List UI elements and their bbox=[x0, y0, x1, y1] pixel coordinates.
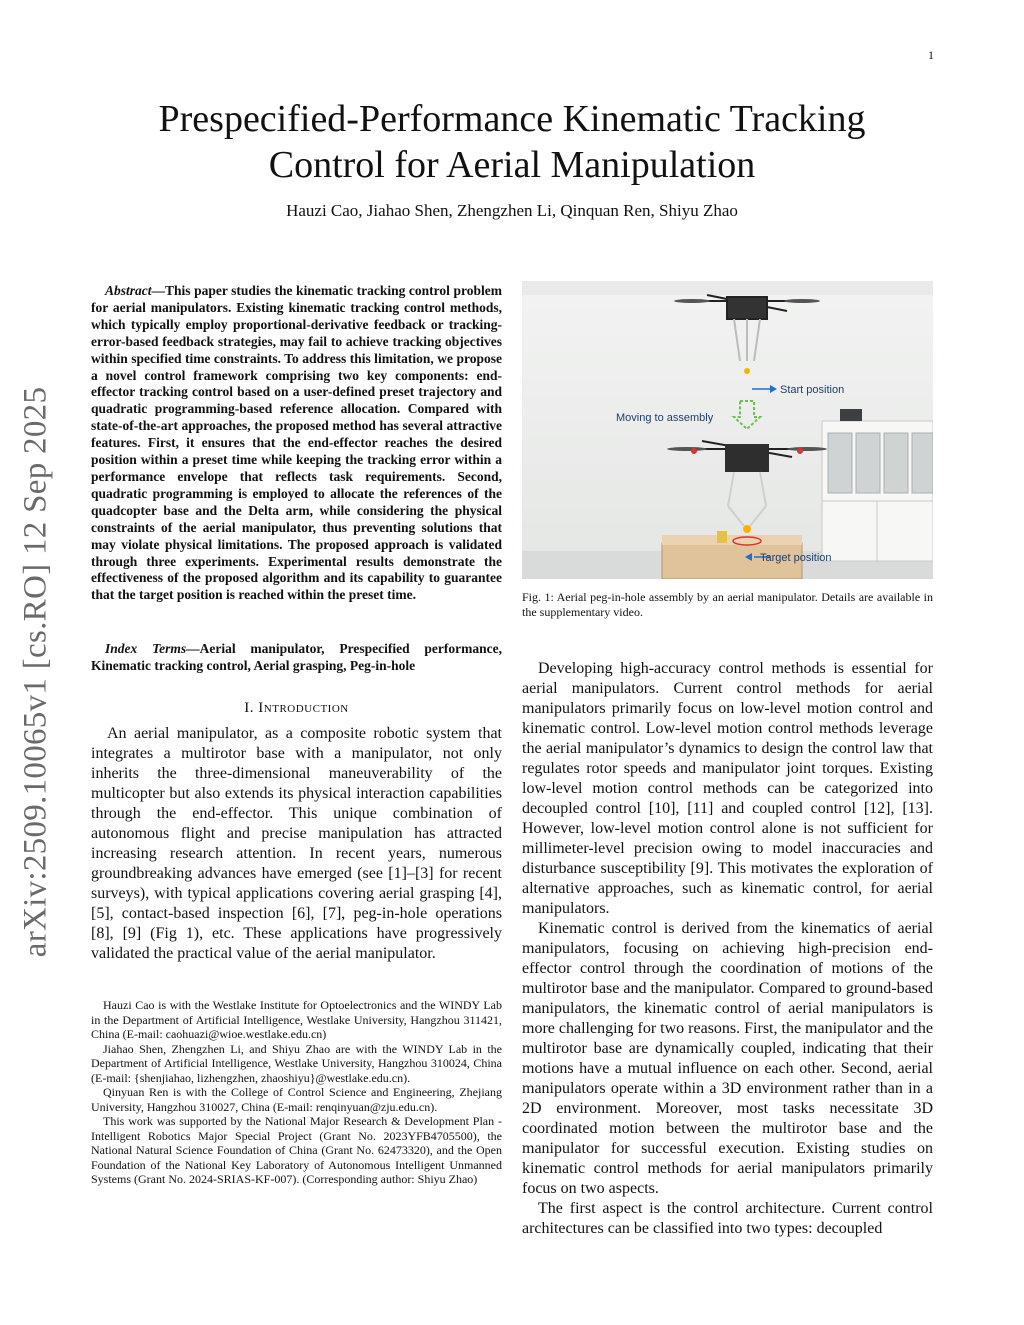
section-number: I. bbox=[244, 700, 255, 716]
figure-1-caption: Fig. 1: Aerial peg-in-hole assembly by an aerial manipulator. Details are available in the supplementary video. bbox=[522, 590, 933, 619]
section-heading-introduction bbox=[91, 700, 502, 717]
index-terms-text: —Aerial manipulator, Prespecified performance, Kinematic tracking control, Aerial grasping, Peg-in-hole bbox=[91, 641, 503, 673]
arxiv-sidebar bbox=[6, 372, 66, 972]
abstract-label: Abstract bbox=[105, 283, 152, 298]
ceiling bbox=[522, 281, 933, 295]
lab-cabinets bbox=[822, 409, 933, 561]
intro-paragraph: An aerial manipulator, as a composite robotic system that integrates a multirotor base with a manipulator, not only inherits the three-dimensional maneuverability of the multicopter but also extends its physical interaction capabilities through the end-effector. This unique combination of autonomous flight and precise manipulation has attracted increasing research attention. In recent years, numerous groundbreaking advances have emerged (see [1]–[3] for recent surveys), with typical applications covering aerial grasping [4], [5], contact-based inspection [6], [7], peg-in-hole operations [8], [9] (Fig 1), etc. These applications have progressively validated the practical value of the aerial manipulator. bbox=[91, 725, 502, 962]
label-moving: Moving to assembly bbox=[616, 412, 714, 424]
arxiv-identifier: arXiv:2509.10065v1 [cs.RO] 12 Sep 2025 bbox=[17, 386, 54, 958]
footnote: Jiahao Shen, Zhengzhen Li, and Shiyu Zhao are with the WINDY Lab in the Department of Artificial Intelligence, Westlake University, Hangzhou 310024, China (E-mail: {shenjiahao, lizhengzhen, zhaoshiyu}@westlake.edu.cn). bbox=[91, 1041, 502, 1085]
author-list: Hauzi Cao, Jiahao Shen, Zhengzhen Li, Qinquan Ren, Shiyu Zhao bbox=[286, 201, 738, 220]
section-title: Introduction bbox=[258, 700, 349, 716]
introduction-body bbox=[91, 724, 502, 964]
abstract bbox=[91, 283, 502, 604]
label-target-position: Target position bbox=[760, 552, 832, 564]
paragraph: Kinematic control is derived from the kinematics of aerial manipulators, focusing on achieving high-precision end-effector control through the coordination of motions of the multirotor base and the manipulator. Compared to ground-based manipulators, the kinematic control of aerial manipulators is more challenging for two reasons. First, the manipulator and the multirotor base are dynamically coupled, indicating that their motions have a mutual influence on each other. Second, aerial manipulators operate within a 3D environment rather than in a 2D environment. Moreover, most tasks necessitate 3D coordinated motion between the multirotor base and the manipulator for successful execution. Existing studies on kinematic control methods for aerial manipulators primarily focus on two aspects. bbox=[522, 920, 934, 1197]
paper-title bbox=[0, 96, 1024, 188]
title-line-2: Control for Aerial Manipulation bbox=[268, 144, 756, 186]
footnote: Qinyuan Ren is with the College of Control Science and Engineering, Zhejiang University, Hangzhou 310027, China (E-mail: renqinyuan@zju.edu.cn). bbox=[91, 1085, 502, 1114]
figure-1-photo bbox=[522, 281, 933, 579]
footnote: Hauzi Cao is with the Westlake Institute for Optoelectronics and the WINDY Lab in the Department of Artificial Intelligence, Westlake University, Hangzhou 311421, China (E-mail: caohuazi@wioe.westlake.edu.cn) bbox=[91, 998, 502, 1041]
figure-1-illustration bbox=[522, 281, 933, 579]
page-number: 1 bbox=[928, 48, 934, 62]
label-start-position: Start position bbox=[780, 384, 845, 396]
index-terms-label: Index Terms bbox=[105, 641, 187, 656]
footnotes bbox=[91, 998, 502, 1187]
paragraph: Developing high-accuracy control methods is essential for aerial manipulators. Current control methods for aerial manipulators primarily focus on low-level motion control and kinematic control. Low-level motion control methods leverage the aerial manipulator’s dynamics to design the control law that regulates rotor speeds and manipulator joint torques. Existing low-level motion control methods can be categorized into decoupled control [10], [11] and coupled control [12], [13]. However, low-level motion control alone is not sufficient for millimeter-level precision owing to model inaccuracies and disturbance susceptibility [9]. This motivates the exploration of alternative approaches, such as kinematic control, for aerial manipulators. bbox=[522, 660, 933, 917]
right-column-body bbox=[522, 659, 933, 1239]
index-terms bbox=[91, 641, 502, 675]
title-line-1: Prespecified-Performance Kinematic Tracking bbox=[158, 98, 866, 140]
abstract-text: —This paper studies the kinematic tracking control problem for aerial manipulators. Existing kinematic tracking control methods, which typically employ proportional-derivative feedback or tracking-error-based feedback strategies, may fail to achieve tracking objectives within specified time constraints. To address this limitation, we propose a novel control framework comprising two key components: end-effector tracking control based on a user-defined preset trajectory and quadratic programming-based reference allocation. Compared with state-of-the-art approaches, the proposed method has several attractive features. First, it ensures that the end-effector reaches the desired position within a preset time while keeping the tracking error within a performance envelope that reflects task requirements. Second, quadratic programming is employed to allocate the references of the quadcopter base and the Delta arm, while considering the physical constraints of the aerial manipulator, thus preventing solutions that may violate physical limitations. The proposed approach is validated through three experiments. Experimental results demonstrate the effectiveness of the proposed algorithm and its capability to guarantee that the target position is reached within the preset time. bbox=[91, 283, 502, 603]
footnote: This work was supported by the National Major Research & Development Plan - Intelligent Robotics Major Special Project (Grant No. 2023YFB4705500), the National Natural Science Foundation of China (Grant No. 62473320), and the Open Foundation of the National Key Laboratory of Autonomous Intelligent Unmanned Systems (Grant No. 2024-SRIAS-KF-007). (Corresponding author: Shiyu Zhao) bbox=[91, 1114, 502, 1186]
paragraph: The first aspect is the control architecture. Current control architectures can be classified into two types: decoupled bbox=[522, 1200, 933, 1237]
